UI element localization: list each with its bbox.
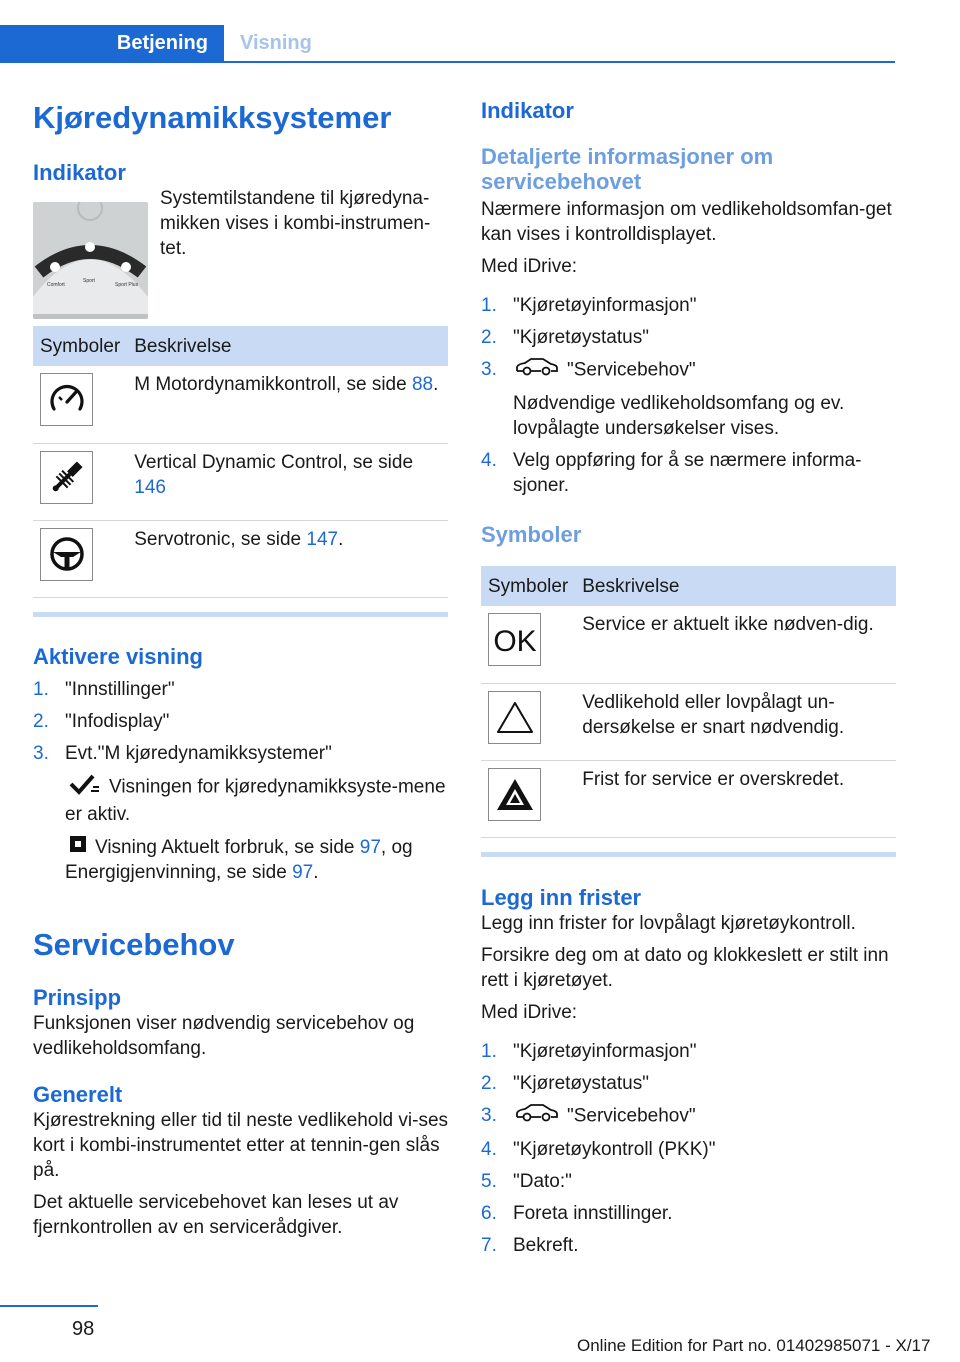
table-row — [33, 443, 448, 520]
square-icon — [69, 835, 87, 860]
table-cell-description: Service er aktuelt ikke nødven-dig. — [575, 606, 896, 683]
legg-inn-text-1: Legg inn frister for lovpålagt kjøretøykontroll. — [481, 912, 856, 934]
indikator-heading-right: Indikator — [481, 98, 574, 123]
warning-triangle-filled-icon — [488, 768, 541, 821]
driving-dynamics-table — [33, 326, 448, 598]
header-tabs — [0, 25, 895, 63]
list-item: 4. Velg oppføring for å se nærmere informa-sjoner. — [481, 450, 862, 496]
list-item: 3. "Servicebehov" Nødvendige vedlikeholdsomfang og ev. lovpålagte undersøkelser vises. — [481, 357, 896, 441]
page-title: Kjøredynamikksystemer — [33, 100, 392, 135]
list-item: 2. "Kjøretøystatus" — [481, 1072, 649, 1094]
steering-wheel-icon — [40, 528, 93, 581]
list-item: 4. "Kjøretøykontroll (PKK)" — [481, 1138, 716, 1160]
gauge-icon — [40, 373, 93, 426]
table-cell-description: Vedlikehold eller lovpålagt un-dersøkelse er snart nødvendig. — [575, 683, 896, 760]
list-item: 1. "Kjøretøyinformasjon" — [481, 1040, 697, 1062]
table-cell-description: Servotronic, se side 147. — [127, 520, 448, 597]
footer-rule — [0, 1305, 98, 1307]
table-cell-description: M Motordynamikkontroll, se side 88. — [127, 366, 448, 443]
note-active: Visningen for kjøredynamikksyste-mene er aktiv. — [65, 773, 448, 827]
indikator-block — [33, 186, 448, 316]
table-row — [481, 606, 896, 683]
thumb-label-sport-plus: Sport Plus — [115, 282, 139, 288]
warning-triangle-icon — [488, 691, 541, 744]
checkmark-icon — [69, 773, 101, 802]
table-end-bar — [481, 852, 896, 857]
med-idrive-label: Med iDrive: — [481, 256, 578, 277]
left-column — [33, 98, 448, 1240]
prinsipp-heading: Prinsipp — [33, 984, 122, 1010]
table-row — [481, 760, 896, 837]
generelt-text-1: Kjørestrekning eller tid til neste vedlikehold vi-ses kort i kombi-instrumentet etter at tennin-gen slås på. — [33, 1109, 449, 1181]
med-idrive-label-2: Med iDrive: — [481, 1001, 578, 1023]
table-cell-description: Vertical Dynamic Control, se side 146 — [127, 443, 448, 520]
table-row — [481, 683, 896, 760]
legg-inn-heading: Legg inn frister — [481, 884, 642, 910]
detaljer-heading: Detaljerte informasjoner om servicebehovet — [481, 144, 774, 194]
step3-note: Nødvendige vedlikeholdsomfang og ev. lovpålagte undersøkelser vises. — [513, 393, 845, 439]
indikator-text: Systemtilstandene til kjøredyna-mikken vises i kombi-instrumen-tet. — [160, 188, 431, 259]
page-link[interactable]: 88 — [411, 374, 434, 395]
svg-text:OK: OK — [492, 624, 537, 655]
generelt-text-2: Det aktuelle servicebehovet kan leses ut av fjernkontrollen av en servicerådgiver. — [33, 1191, 399, 1238]
list-item: 3. Evt."M kjøredynamikksystemer" — [33, 742, 332, 764]
instrument-cluster-image — [33, 202, 148, 319]
tab-betjening[interactable]: Betjening — [0, 25, 224, 61]
table-cell-description: Frist for service er overskredet. — [575, 760, 896, 837]
table-header-symboler: Symboler — [33, 326, 127, 366]
detaljer-text: Nærmere informasjon om vedlikeholdsomfan-get kan vises i kontrolldisplayet. — [481, 199, 892, 245]
list-item: 1. "Kjøretøyinformasjon" — [481, 295, 697, 316]
tab-visning[interactable]: Visning — [240, 31, 312, 54]
ok-icon — [488, 613, 541, 666]
list-item: 2. "Kjøretøystatus" — [481, 327, 649, 348]
page-link[interactable]: 147 — [306, 528, 339, 550]
legg-inn-text-2: Forsikre deg om at dato og klokkeslett er stilt inn rett i kjøretøyet. — [481, 944, 889, 991]
list-item: 7. Bekreft. — [481, 1234, 579, 1256]
aktivere-heading: Aktivere visning — [33, 643, 203, 669]
prinsipp-text: Funksjonen viser nødvendig servicebehov og vedlikeholdsomfang. — [33, 1012, 415, 1059]
right-column — [481, 98, 896, 1265]
page-link[interactable]: 97 — [359, 836, 381, 858]
legg-inn-steps — [481, 1039, 896, 1258]
list-item: 3. "Servicebehov" — [481, 1103, 896, 1130]
edition-text: Online Edition for Part no. 01402985071 - X/17 — [577, 1336, 931, 1355]
page-number: 98 — [72, 1318, 95, 1340]
list-item: 5. "Dato:" — [481, 1170, 572, 1192]
generelt-heading: Generelt — [33, 1081, 123, 1107]
service-symbols-table — [481, 566, 896, 838]
table-end-bar — [33, 612, 448, 617]
list-item: 6. Foreta innstillinger. — [481, 1202, 673, 1224]
car-icon — [515, 357, 559, 384]
shock-absorber-icon — [40, 451, 93, 504]
table-header-beskrivelse: Beskrivelse — [127, 326, 448, 366]
table-row — [33, 520, 448, 597]
thumb-label-sport: Sport — [83, 278, 95, 284]
aktivere-steps — [33, 677, 448, 766]
symboler-heading: Symboler — [481, 522, 582, 547]
car-icon — [515, 1103, 559, 1130]
indikator-heading: Indikator — [33, 160, 126, 185]
detaljer-steps — [481, 293, 896, 498]
note-inactive: Visning Aktuelt forbruk, se side 97, og Energigjenvinning, se side 97. — [65, 836, 413, 883]
aktivere-notes — [33, 773, 448, 885]
thumb-label-comfort: Comfort — [47, 282, 65, 288]
page-link[interactable]: 97 — [292, 861, 314, 883]
table-header-symboler: Symboler — [481, 566, 575, 606]
table-row — [33, 366, 448, 443]
list-item: 1. "Innstillinger" — [33, 678, 175, 700]
table-header-beskrivelse: Beskrivelse — [575, 566, 896, 606]
servicebehov-title: Servicebehov — [33, 926, 235, 962]
list-item: 2. "Infodisplay" — [33, 710, 170, 732]
page-link[interactable]: 146 — [134, 476, 166, 498]
